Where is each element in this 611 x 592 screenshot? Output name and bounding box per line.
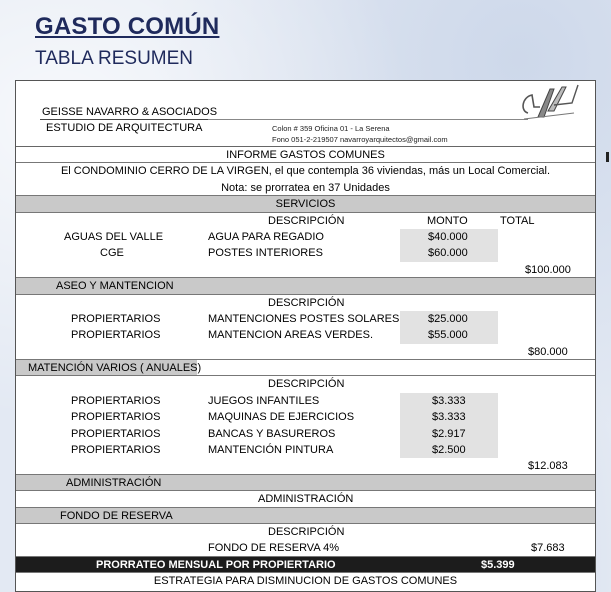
column-header-description: DESCRIPCIÓN: [268, 525, 345, 538]
payer: PROPIERTARIOS: [71, 394, 161, 407]
column-header-total: TOTAL: [500, 214, 535, 227]
concept: JUEGOS INFANTILES: [208, 394, 320, 407]
column-header-description: DESCRIPCIÓN: [268, 378, 345, 391]
page-subtitle: TABLA RESUMEN: [35, 48, 194, 69]
payer: PROPIERTARIOS: [71, 427, 161, 440]
table-row: [16, 409, 595, 425]
amount: $2.917: [432, 427, 466, 440]
concept: FONDO DE RESERVA 4%: [208, 542, 340, 555]
side-mark: [606, 152, 609, 162]
report-heading-row: [16, 147, 595, 163]
section-title: MATENCIÓN VARIOS ( ANUALES): [28, 362, 202, 375]
total-row: [16, 262, 595, 278]
strategy-text: ESTRATEGIA PARA DISMINUCION DE GASTOS COMUNES: [153, 575, 458, 588]
table-row: [16, 442, 595, 458]
amount: $3.333: [432, 394, 466, 407]
payer: PROPIERTARIOS: [71, 312, 161, 325]
section-total: $100.000: [525, 263, 571, 276]
column-header-row: [16, 376, 595, 392]
table-row: [16, 327, 595, 343]
section-total: $80.000: [528, 345, 568, 358]
column-header-description: DESCRIPCIÓN: [268, 214, 345, 227]
amount: $2.500: [432, 444, 466, 457]
administracion-row: [16, 491, 595, 507]
amount: $55.000: [428, 329, 468, 342]
table-row: [16, 229, 595, 245]
concept: MAQUINAS DE EJERCICIOS: [208, 411, 355, 424]
report-note-row: [16, 180, 595, 196]
page-title: GASTO COMÚN: [35, 13, 220, 40]
section-title: ADMINISTRACIÓN: [66, 476, 162, 489]
amount: $60.000: [428, 247, 468, 260]
section-title: FONDO DE RESERVA: [60, 509, 173, 522]
amount: $40.000: [428, 230, 468, 243]
summary-row: [16, 557, 595, 573]
total-row: [16, 458, 595, 474]
firm-underline: [40, 119, 208, 120]
concept: AGUA PARA REGADIO: [208, 230, 324, 243]
column-header-row: [16, 524, 595, 540]
concept: MANTENCIÓN PINTURA: [208, 444, 334, 457]
concept: BANCAS Y BASUREROS: [208, 427, 336, 440]
payer: PROPIERTARIOS: [71, 329, 161, 342]
summary-label: PRORRATEO MENSUAL POR PROPIERTARIO: [96, 558, 336, 571]
amount: $25.000: [428, 312, 468, 325]
report-note: Nota: se prorratea en 37 Unidades: [221, 181, 390, 194]
summary-value: $5.399: [481, 558, 515, 571]
section-title: ASEO Y MANTENCION: [56, 280, 174, 293]
column-header-row: [16, 295, 595, 311]
concept: POSTES INTERIORES: [208, 247, 323, 260]
report-description: El CONDOMINIO CERRO DE LA VIRGEN, el que contempla 36 viviendas, más un Local Comercial.: [60, 165, 551, 178]
column-header-description: DESCRIPCIÓN: [268, 296, 345, 309]
summary-sheet: [15, 80, 596, 592]
letterhead: [16, 81, 595, 147]
section-bar-aseo: [16, 278, 595, 294]
payer: PROPIERTARIOS: [71, 444, 161, 457]
section-bar-reserva: [16, 508, 595, 524]
payer: CGE: [100, 247, 124, 260]
table-row: [16, 540, 595, 556]
section-bar-varios: [16, 360, 595, 376]
section-bar-servicios: [16, 196, 595, 212]
table-row: [16, 393, 595, 409]
table-row: [16, 426, 595, 442]
report-heading: INFORME GASTOS COMUNES: [226, 149, 385, 161]
column-header-amount: MONTO: [427, 214, 468, 227]
administracion-content: ADMINISTRACIÓN: [258, 493, 354, 506]
table-row: [16, 311, 595, 327]
firm-contact: Fono 051-2-219507 navarroyarquitectos@gmail.com: [272, 135, 448, 144]
firm-name: GEISSE NAVARRO & ASOCIADOS: [42, 106, 218, 118]
payer: PROPIERTARIOS: [71, 411, 161, 424]
section-title: SERVICIOS: [275, 198, 336, 211]
total-row: [16, 344, 595, 360]
letterhead-rule: [208, 119, 528, 120]
firm-logo-icon: [514, 83, 580, 123]
report-description-row: [16, 163, 595, 179]
section-total: $12.083: [528, 460, 568, 473]
concept: MANTENCIONES POSTES SOLARES: [208, 312, 400, 325]
section-bar-administracion: [16, 475, 595, 491]
section-total: $7.683: [531, 542, 565, 555]
concept: MANTENCION AREAS VERDES.: [208, 329, 374, 342]
firm-address: Colon # 359 Oficina 01 - La Serena: [272, 124, 390, 133]
strategy-row: [16, 573, 595, 589]
firm-address-block: [272, 123, 448, 145]
table-row: [16, 245, 595, 261]
firm-type: ESTUDIO DE ARQUITECTURA: [46, 122, 203, 134]
column-header-row: [16, 213, 595, 229]
amount: $3.333: [432, 411, 466, 424]
payer: AGUAS DEL VALLE: [64, 230, 164, 243]
